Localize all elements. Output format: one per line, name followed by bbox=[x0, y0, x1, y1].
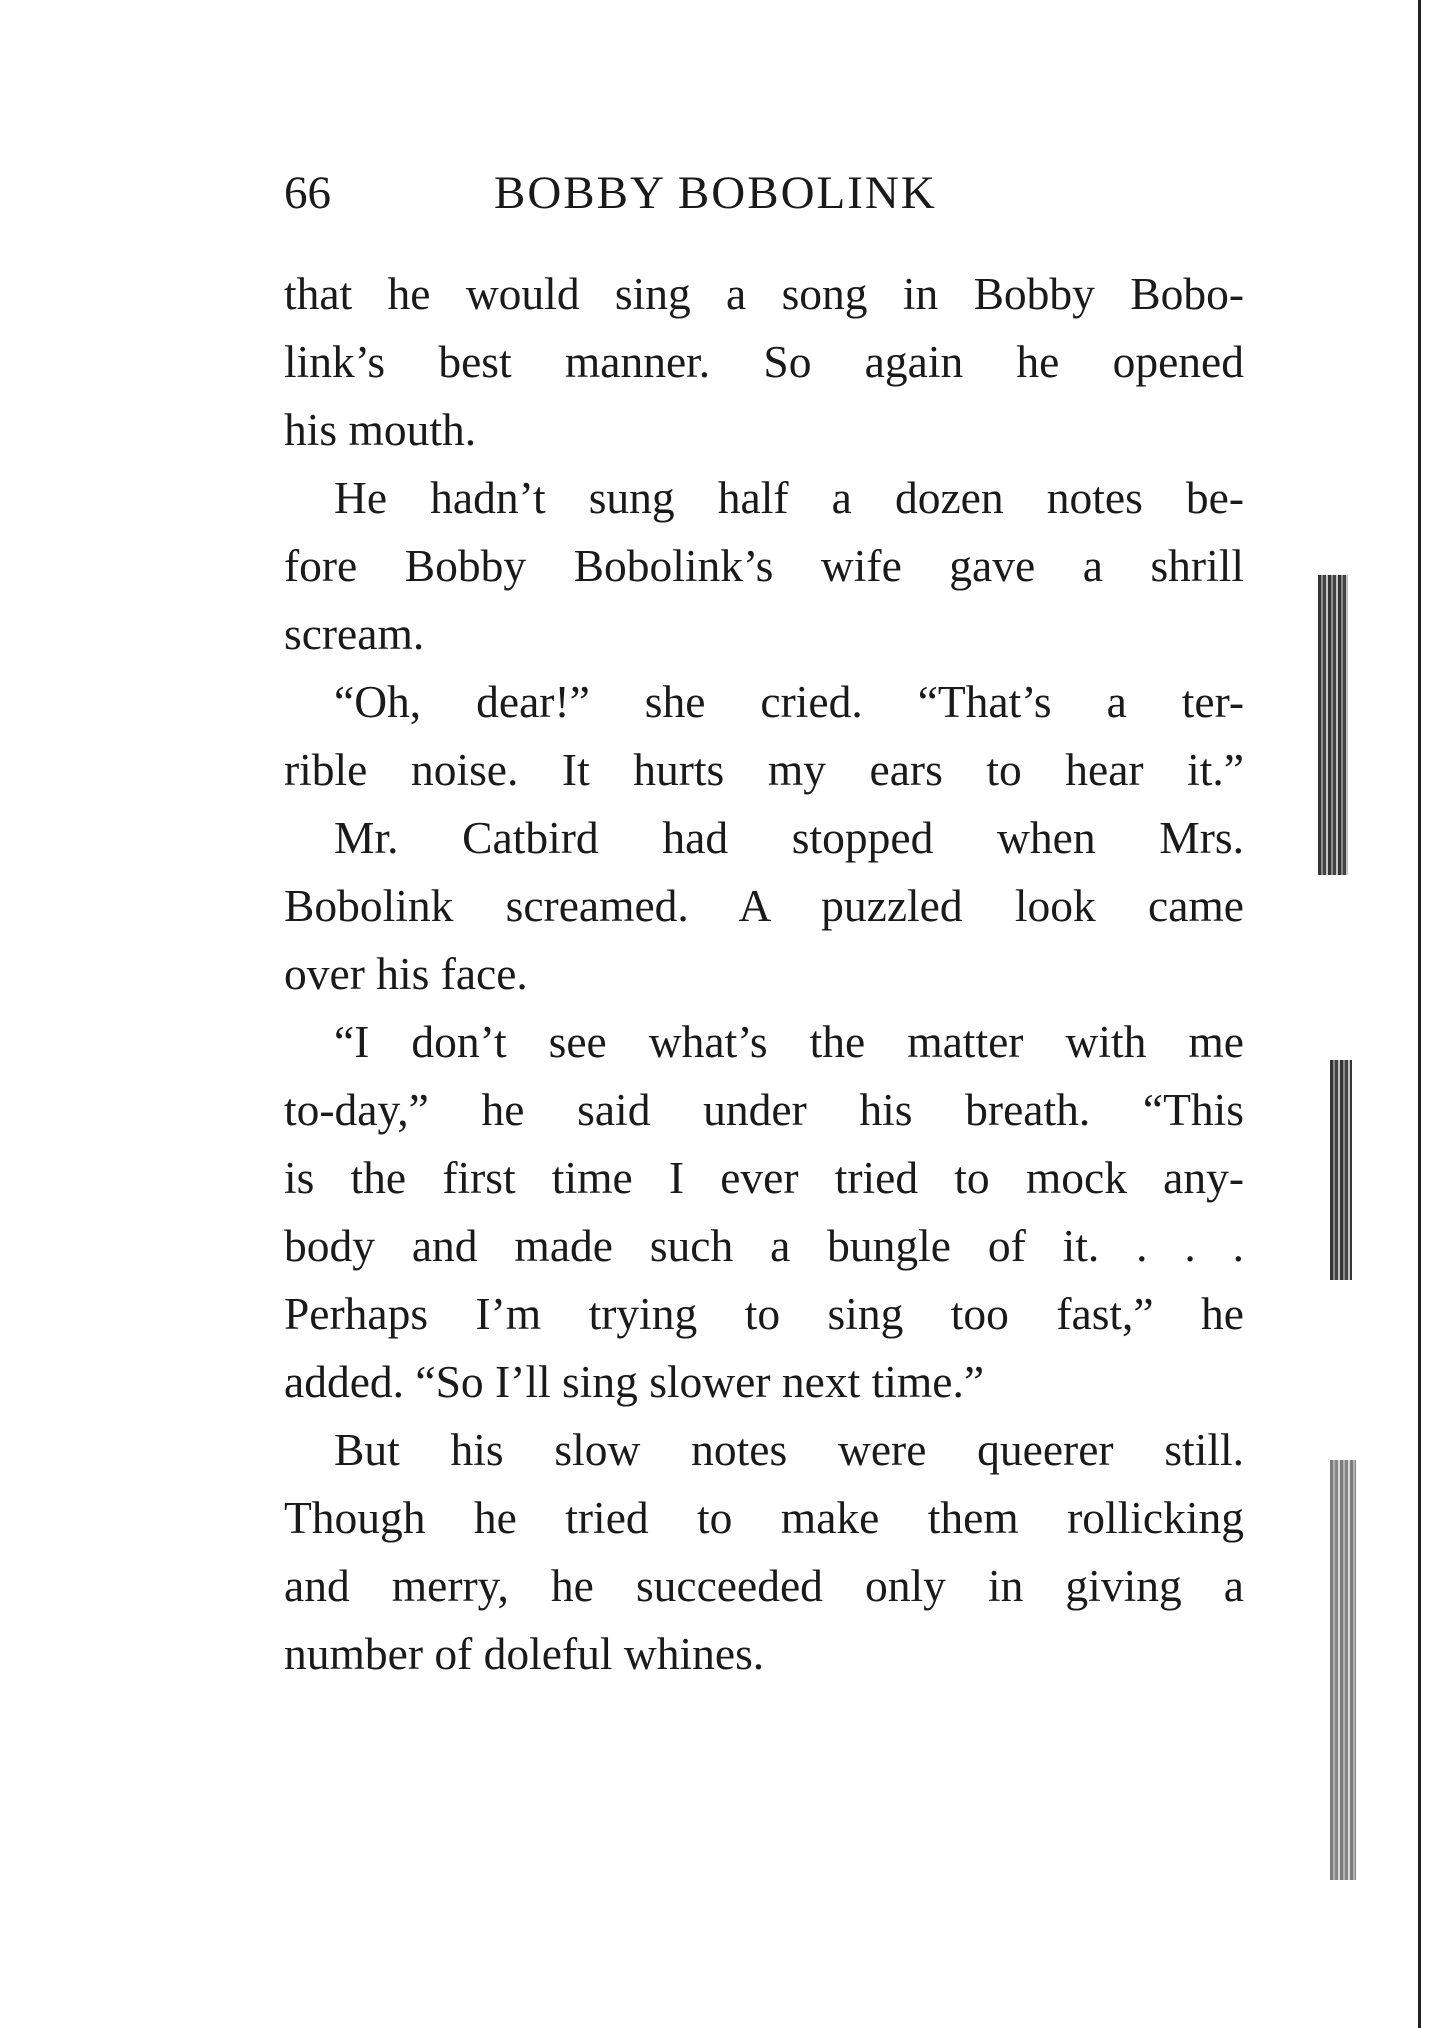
running-head bbox=[284, 158, 1244, 228]
text-line: rible noise. It hurts my ears to hear it.” bbox=[284, 744, 1244, 795]
text-line: scream. bbox=[284, 608, 425, 659]
text-line: added. “So I’ll sing slower next time.” bbox=[284, 1356, 985, 1407]
text-line: body and made such a bungle of it. . . . bbox=[284, 1220, 1244, 1271]
binding-shadow bbox=[1330, 1060, 1352, 1280]
text-line: Perhaps I’m trying to sing too fast,” he bbox=[284, 1288, 1244, 1339]
binding-shadow bbox=[1330, 1460, 1356, 1880]
binding-shadow bbox=[1318, 575, 1348, 875]
text-line: He hadn’t sung half a dozen notes be- bbox=[334, 472, 1244, 523]
text-line: “I don’t see what’s the matter with me bbox=[334, 1016, 1244, 1067]
body-text bbox=[284, 260, 1244, 1688]
book-title: BOBBY BOBOLINK bbox=[494, 167, 937, 219]
paragraph bbox=[284, 668, 1244, 804]
text-line: his mouth. bbox=[284, 404, 477, 455]
paragraph bbox=[284, 804, 1244, 1008]
text-line: But his slow notes were queerer still. bbox=[334, 1424, 1244, 1475]
paragraph bbox=[284, 1008, 1244, 1416]
text-line: number of doleful whines. bbox=[284, 1628, 765, 1679]
paragraph bbox=[284, 1416, 1244, 1688]
text-line: and merry, he succeeded only in giving a bbox=[284, 1560, 1244, 1611]
binding-edge-line bbox=[1418, 0, 1421, 2028]
text-line: to-day,” he said under his breath. “This bbox=[284, 1084, 1244, 1135]
text-line: link’s best manner. So again he opened bbox=[284, 336, 1244, 387]
text-line: fore Bobby Bobolink’s wife gave a shrill bbox=[284, 540, 1244, 591]
page-number: 66 bbox=[284, 167, 331, 219]
paragraph bbox=[284, 260, 1244, 464]
text-line: that he would sing a song in Bobby Bobo- bbox=[284, 268, 1244, 319]
text-line: Though he tried to make them rollicking bbox=[284, 1492, 1244, 1543]
text-line: “Oh, dear!” she cried. “That’s a ter- bbox=[334, 676, 1244, 727]
text-line: Bobolink screamed. A puzzled look came bbox=[284, 880, 1244, 931]
paragraph bbox=[284, 464, 1244, 668]
text-line: is the first time I ever tried to mock any- bbox=[284, 1152, 1244, 1203]
text-line: over his face. bbox=[284, 948, 528, 999]
text-line: Mr. Catbird had stopped when Mrs. bbox=[334, 812, 1244, 863]
